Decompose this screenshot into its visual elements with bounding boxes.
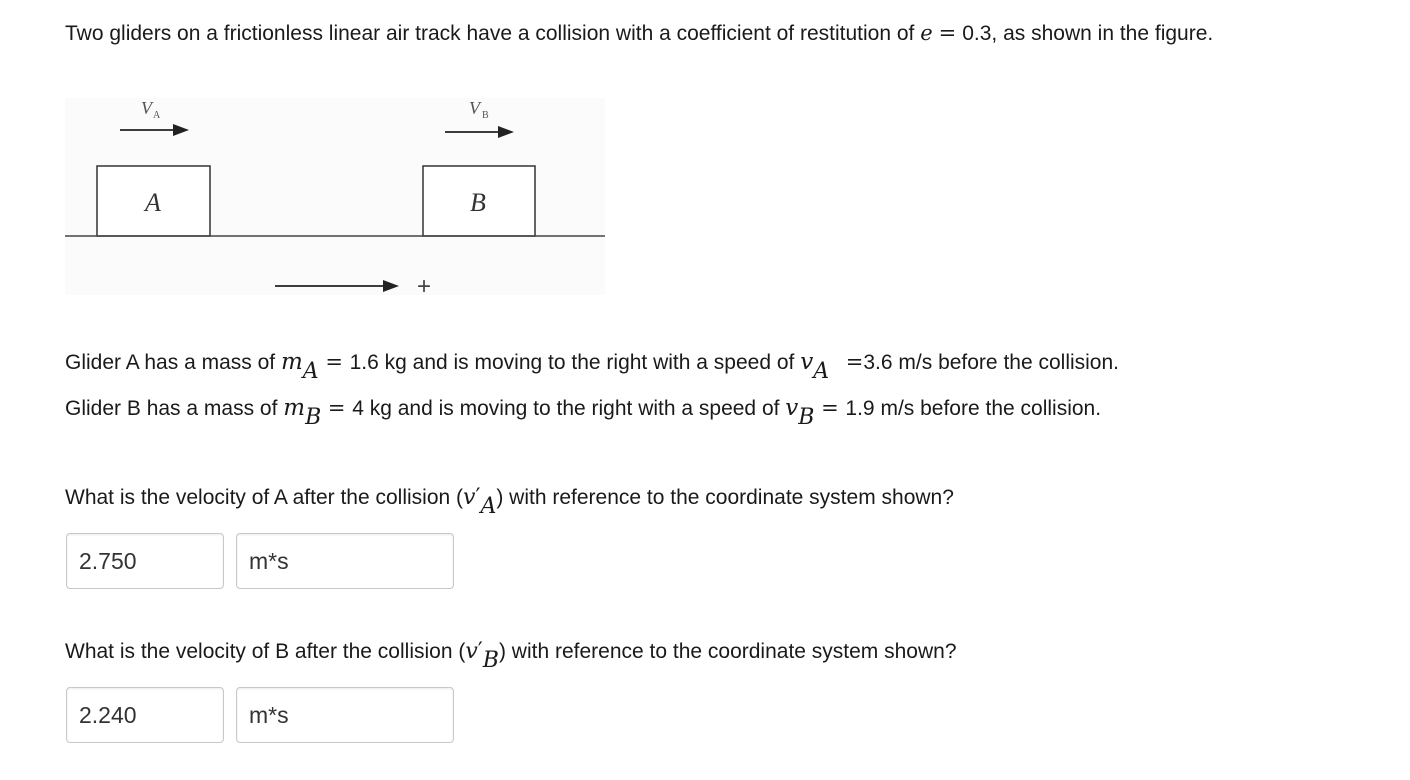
vb-sub: B xyxy=(482,110,489,121)
glider-a-speed: 3.6 m/s before the collision. xyxy=(863,351,1120,374)
prime-mark: ′ xyxy=(475,485,481,510)
question-a xyxy=(65,485,954,519)
equals-sign: = xyxy=(938,21,957,45)
glider-b-text-2: 4 kg and is moving to the right with a speed of xyxy=(352,397,786,420)
question-a-text-2: ) with reference to the coordinate system shown? xyxy=(496,486,954,509)
glider-a-label: A xyxy=(145,188,161,217)
answer-a-unit-input[interactable]: m*s xyxy=(236,533,454,589)
v-b-subscript: B xyxy=(798,405,815,430)
e-variable: e xyxy=(920,21,933,45)
vb-label: V xyxy=(469,98,480,118)
equals-sign: = xyxy=(318,350,350,374)
glider-a-text-2: 1.6 kg and is moving to the right with a speed of xyxy=(349,351,801,374)
m-a-subscript: A xyxy=(302,359,319,384)
equals-sign-2: = xyxy=(814,396,846,420)
positive-direction-arrow-icon xyxy=(275,280,399,292)
answer-a-value-input[interactable]: 2.750 xyxy=(66,533,224,589)
question-b-text-2: ) with reference to the coordinate system shown? xyxy=(498,640,957,663)
equals-sign: = xyxy=(321,396,353,420)
va-sub: A xyxy=(153,110,161,121)
problem-intro xyxy=(65,20,1213,47)
equals-sign-2: = xyxy=(839,350,864,374)
v-prime-variable: v xyxy=(465,639,478,664)
question-b-text: What is the velocity of B after the collision ( xyxy=(65,640,466,663)
glider-b-label: B xyxy=(470,188,486,217)
answer-b-value-input[interactable]: 2.240 xyxy=(66,687,224,743)
m-variable: m xyxy=(280,349,303,375)
prime-mark: ′ xyxy=(477,639,483,664)
glider-b-speed: 1.9 m/s before the collision. xyxy=(845,397,1102,420)
v-variable: v xyxy=(800,349,814,375)
figure-svg xyxy=(65,98,605,295)
m-variable: m xyxy=(283,395,306,421)
intro-text: Two gliders on a frictionless linear air track have a collision with a coefficient of restitution of xyxy=(65,22,921,45)
v-prime-variable: v xyxy=(463,485,476,510)
v-prime-b-subscript: B xyxy=(482,648,499,673)
glider-b-description xyxy=(65,395,1102,430)
m-b-subscript: B xyxy=(305,405,322,430)
e-value: 0.3, as shown in the figure. xyxy=(962,22,1214,45)
answer-b-unit-input[interactable]: m*s xyxy=(236,687,454,743)
v-a-subscript: A xyxy=(813,359,830,384)
collision-figure xyxy=(65,98,605,295)
glider-a-text: Glider A has a mass of xyxy=(65,351,281,374)
v-prime-a-subscript: A xyxy=(480,494,497,519)
va-arrow-icon xyxy=(120,124,189,136)
question-b xyxy=(65,639,957,673)
vb-arrow-icon xyxy=(445,126,514,138)
glider-a-description xyxy=(65,349,1120,384)
va-label: V xyxy=(141,98,152,118)
question-a-text: What is the velocity of A after the collision ( xyxy=(65,486,464,509)
plus-sign: + xyxy=(417,273,432,295)
glider-b-text: Glider B has a mass of xyxy=(65,397,284,420)
v-variable: v xyxy=(785,395,799,421)
